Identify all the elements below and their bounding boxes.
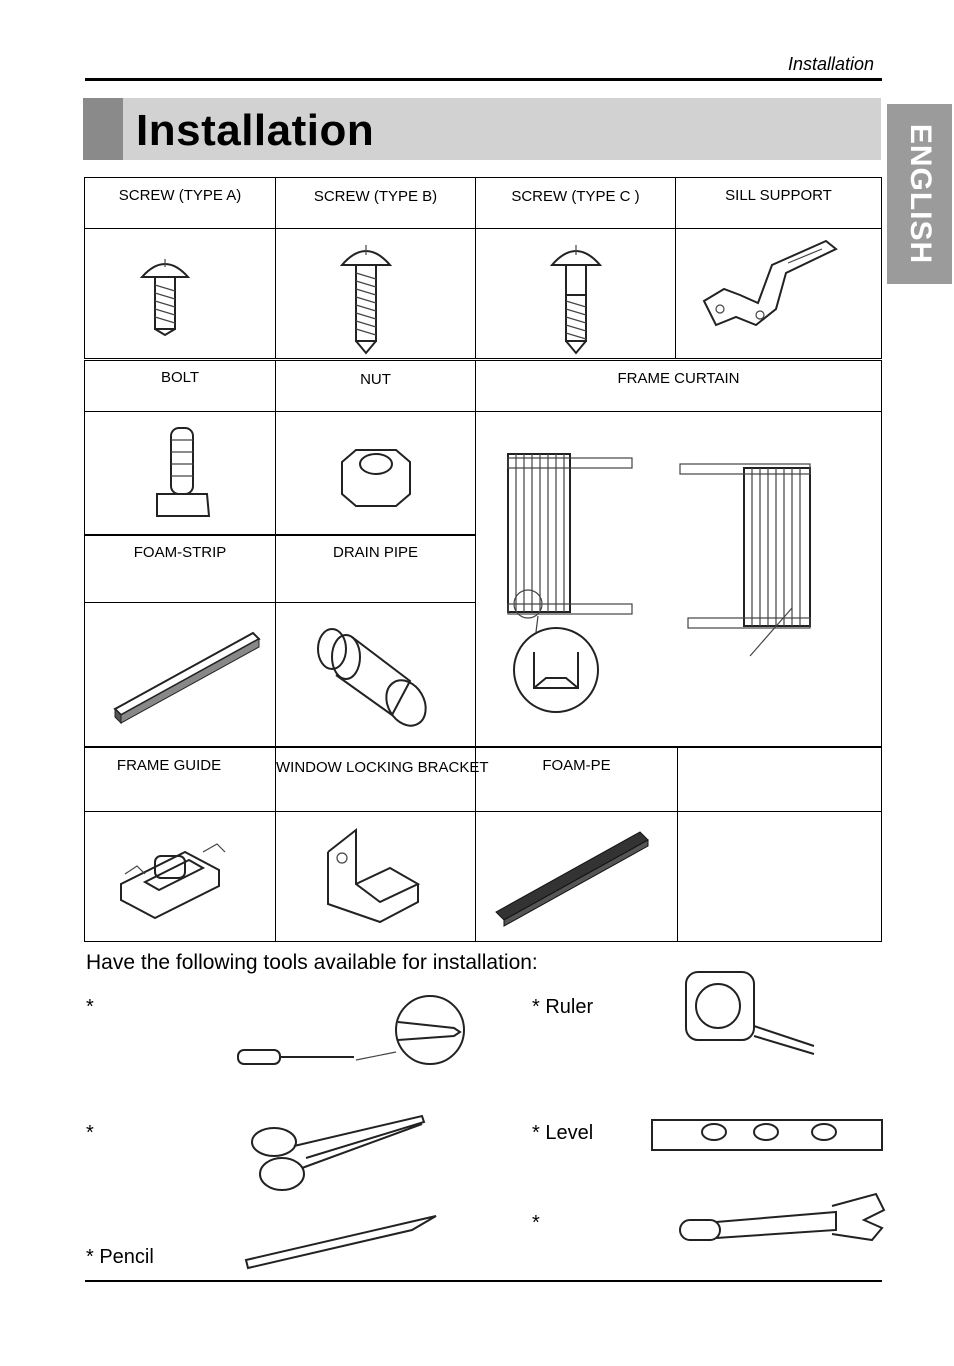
window-locking-bracket-icon — [276, 812, 477, 943]
empty-image-cell — [677, 811, 882, 942]
cell-screw-c-label — [475, 177, 676, 229]
screw-a-icon — [85, 229, 277, 360]
pencil-icon — [240, 1212, 440, 1272]
header-rule — [85, 78, 882, 81]
scissors-icon — [246, 1110, 430, 1196]
tool-label-scissors: * — [86, 1122, 94, 1144]
tool-label-ruler: * Ruler — [532, 996, 594, 1018]
level-icon — [650, 1114, 886, 1154]
cell-screw-b-label — [275, 177, 476, 229]
nut-image — [275, 411, 476, 535]
sill-support-image — [675, 228, 882, 359]
running-header: Installation — [787, 54, 874, 74]
frame-curtain-label: FRAME CURTAIN — [617, 370, 740, 387]
window-locking-bracket-label: WINDOW LOCKING BRACKET — [276, 759, 489, 776]
screw-a-label: SCREW (TYPE A) — [118, 187, 242, 204]
screwdriver-icon — [234, 992, 470, 1076]
section-banner — [83, 98, 881, 160]
foam-strip-image — [84, 602, 276, 747]
window-locking-bracket-image — [275, 811, 476, 942]
banner-accent — [83, 98, 123, 160]
foam-pe-label: FOAM-PE — [542, 757, 611, 774]
frame-guide-icon — [85, 812, 277, 943]
frame-curtain-image — [475, 411, 882, 747]
cell-foam-pe-label — [475, 747, 678, 812]
cell-screw-a-label — [84, 177, 276, 229]
sill-support-label: SILL SUPPORT — [725, 187, 832, 204]
sill-support-icon — [676, 229, 883, 360]
tool-label-pencil: * Pencil — [86, 1246, 154, 1268]
cell-frame-curtain-label — [475, 360, 882, 412]
nut-label: NUT — [360, 371, 391, 388]
wrench-icon — [676, 1190, 888, 1250]
foam-strip-icon — [85, 603, 277, 748]
screw-b-image — [275, 228, 476, 359]
cell-foam-strip-label — [84, 535, 276, 603]
language-tab-label: ENGLISH — [903, 123, 937, 265]
foam-pe-icon — [476, 812, 679, 943]
page-title: Installation — [136, 106, 375, 155]
screw-b-label: SCREW (TYPE B) — [313, 188, 438, 205]
cell-bolt-label — [84, 360, 276, 412]
frame-curtain-icon — [476, 412, 883, 748]
cell-frame-guide-label — [84, 747, 276, 812]
foam-pe-image — [475, 811, 678, 942]
nut-icon — [276, 412, 477, 536]
foam-strip-label: FOAM-STRIP — [133, 544, 227, 561]
bolt-image — [84, 411, 276, 535]
cell-empty-label — [677, 747, 882, 812]
screw-c-icon — [476, 229, 677, 360]
tape-measure-icon — [680, 966, 820, 1058]
frame-guide-image — [84, 811, 276, 942]
screw-c-image — [475, 228, 676, 359]
tool-label-level: * Level — [532, 1122, 594, 1144]
tool-label-wrench: * — [532, 1212, 540, 1234]
bolt-icon — [85, 412, 277, 536]
drain-pipe-label: DRAIN PIPE — [332, 544, 419, 561]
cell-window-locking-bracket-label — [275, 747, 489, 812]
cell-nut-label — [275, 360, 476, 412]
frame-guide-label: FRAME GUIDE — [116, 757, 222, 774]
parts-table — [84, 177, 882, 942]
drain-pipe-icon — [276, 603, 477, 748]
screw-b-icon — [276, 229, 477, 360]
cell-drain-pipe-label — [275, 535, 476, 603]
cell-sill-support-label — [675, 177, 882, 229]
language-tab — [887, 104, 952, 284]
footer-rule — [85, 1280, 882, 1282]
tool-label-screwdriver: * — [86, 996, 94, 1018]
screw-c-label: SCREW (TYPE C ) — [511, 188, 640, 205]
bolt-label: BOLT — [160, 369, 200, 386]
tools-heading: Have the following tools available for installation: — [86, 951, 538, 974]
screw-a-image — [84, 228, 276, 359]
drain-pipe-image — [275, 602, 476, 747]
